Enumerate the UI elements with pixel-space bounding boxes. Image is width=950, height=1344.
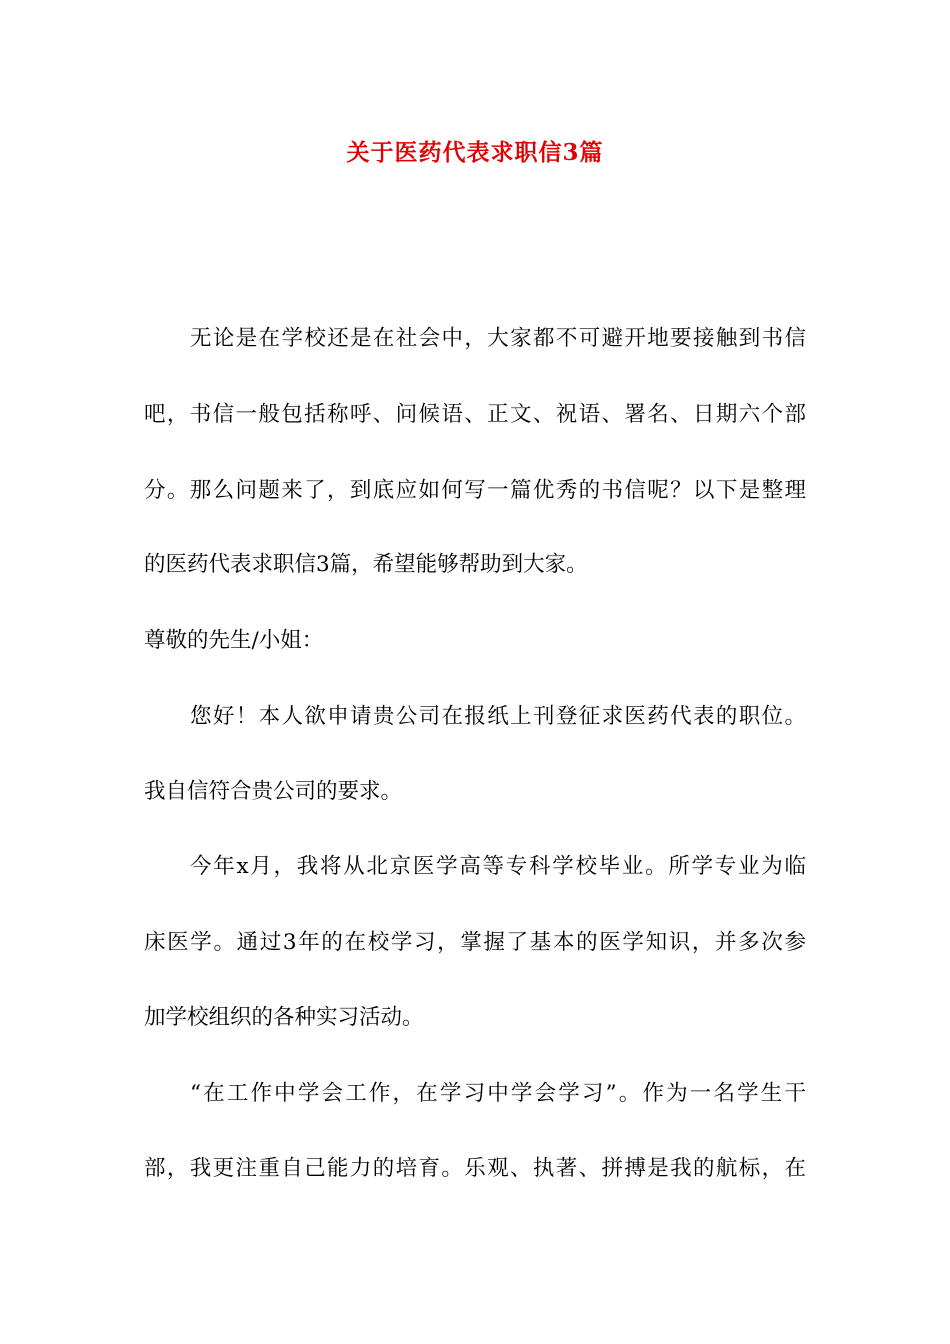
paragraph-line: 部，我更注重自己能力的培育。乐观、执著、拼搏是我的航标，在: [144, 1156, 806, 1181]
paragraph-line: 分。那么问题来了，到底应如何写一篇优秀的书信呢？以下是整理: [144, 478, 806, 503]
paragraph-line: 您好！本人欲申请贵公司在报纸上刊登征求医药代表的职位。: [190, 704, 806, 729]
document-title: 关于医药代表求职信3篇: [346, 139, 604, 166]
paragraph-line: 的医药代表求职信3篇，希望能够帮助到大家。: [144, 552, 588, 577]
paragraph-line: 今年x月，我将从北京医学高等专科学校毕业。所学专业为临: [190, 854, 806, 879]
paragraph-line: “在工作中学会工作，在学习中学会学习”。作为一名学生干: [190, 1081, 806, 1106]
salutation: 尊敬的先生/小姐：: [144, 628, 324, 653]
paragraph-line: 加学校组织的各种实习活动。: [144, 1005, 424, 1030]
paragraph-line: 我自信符合贵公司的要求。: [144, 779, 403, 804]
paragraph-line: 无论是在学校还是在社会中，大家都不可避开地要接触到书信: [190, 326, 806, 351]
paragraph-line: 床医学。通过3年的在校学习，掌握了基本的医学知识，并多次参: [144, 930, 806, 955]
paragraph-line: 吧，书信一般包括称呼、问候语、正文、祝语、署名、日期六个部: [144, 402, 806, 427]
